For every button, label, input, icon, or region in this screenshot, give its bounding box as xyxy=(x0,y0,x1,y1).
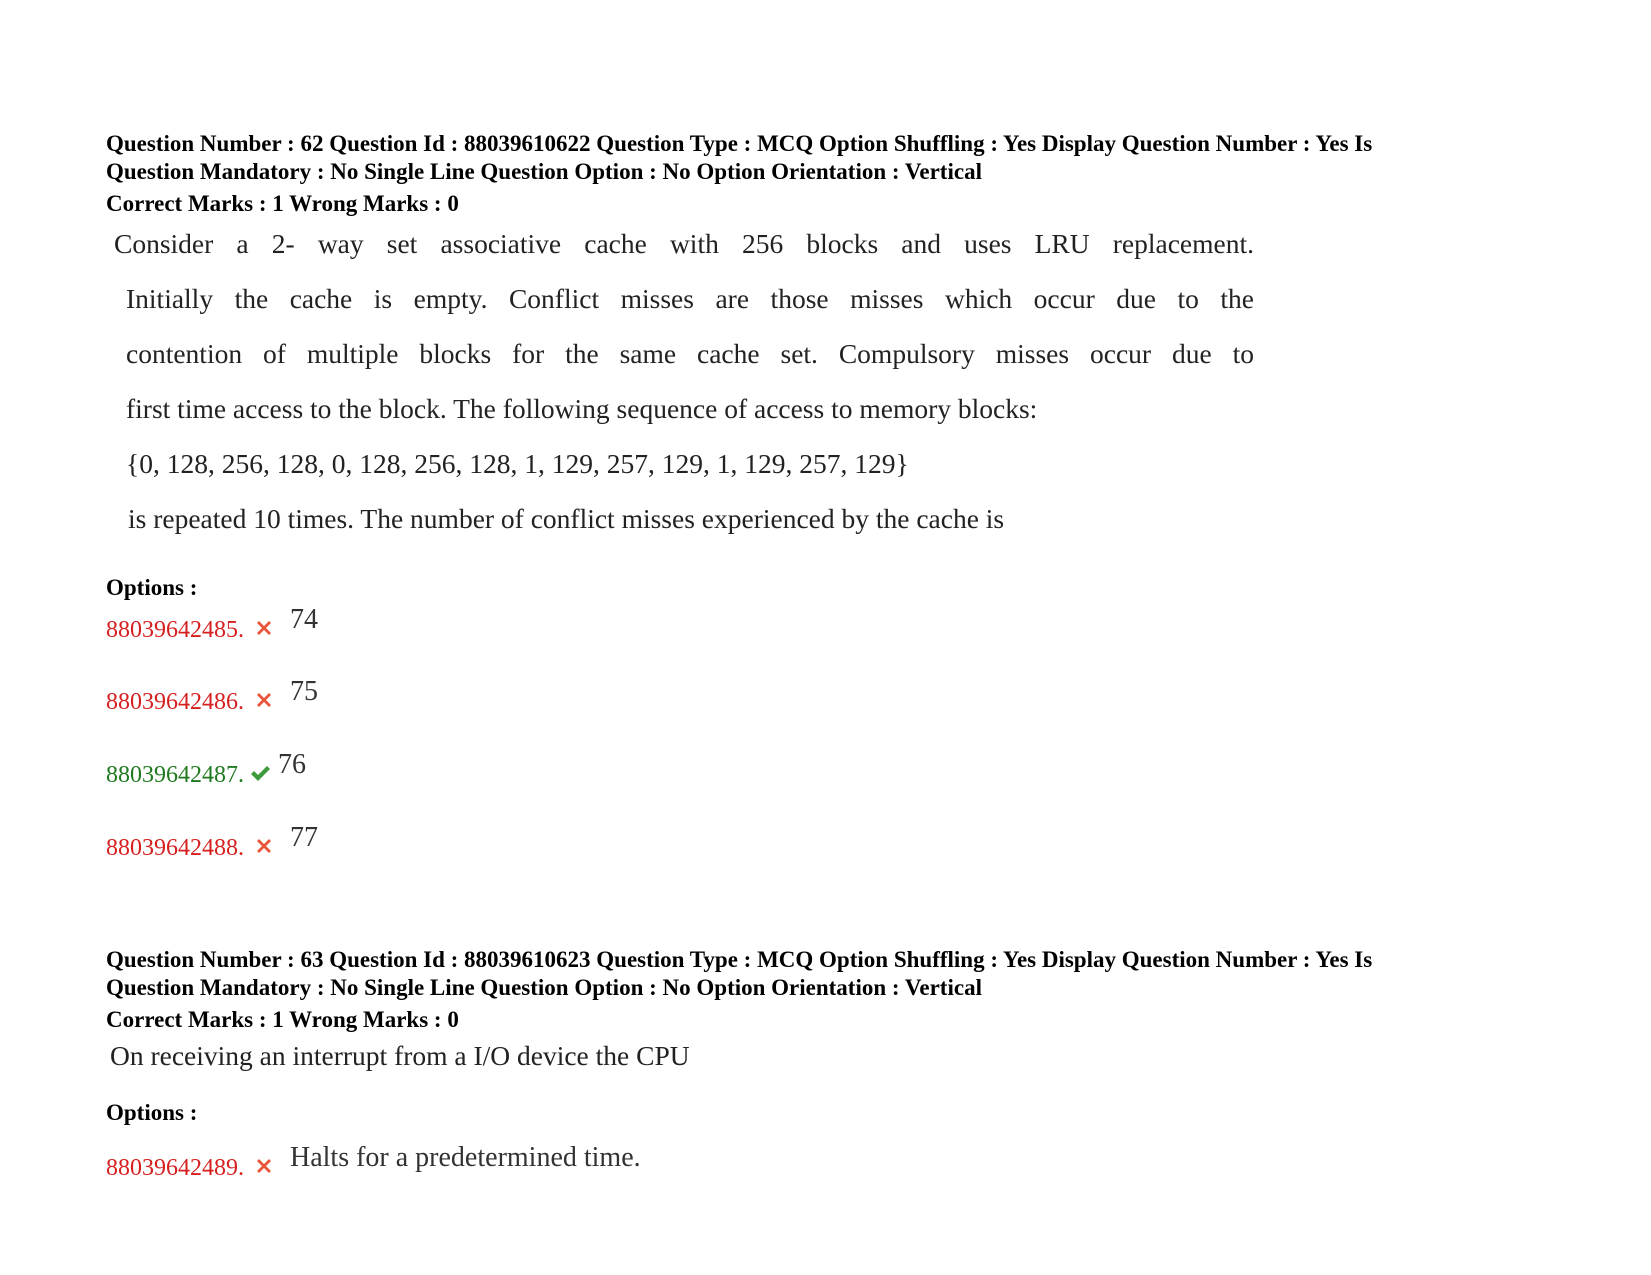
question-62-text xyxy=(114,226,1254,556)
cross-icon xyxy=(252,688,276,712)
option-88039642489 xyxy=(106,1142,641,1182)
question-63-marks: Correct Marks : 1 Wrong Marks : 0 xyxy=(106,1007,459,1032)
question-62-meta xyxy=(106,130,1556,186)
question-text-line: On receiving an interrupt from a I/O device the CPU xyxy=(110,1040,690,1071)
option-text: 74 xyxy=(290,604,318,635)
question-text-line: {0, 128, 256, 128, 0, 128, 256, 128, 1, 129, 257, 129, 1, 129, 257, 129} xyxy=(126,448,909,479)
cross-icon xyxy=(252,1154,276,1178)
option-88039642488 xyxy=(106,822,318,862)
cross-icon xyxy=(252,616,276,640)
question-63-text xyxy=(110,1038,1250,1093)
option-id: 88039642489. xyxy=(106,1155,244,1181)
question-meta-line-2: Question Mandatory : No Single Line Question Option : No Option Orientation : Vertical xyxy=(106,159,982,184)
option-id: 88039642485. xyxy=(106,617,244,643)
option-88039642485 xyxy=(106,604,318,644)
option-id: 88039642488. xyxy=(106,835,244,861)
question-text-line: Initially the cache is empty. Conflict misses are those misses which occur due to the xyxy=(126,283,1254,314)
check-icon xyxy=(248,761,272,785)
option-id: 88039642486. xyxy=(106,689,244,715)
option-88039642486 xyxy=(106,676,318,716)
option-text: 76 xyxy=(278,749,306,780)
question-text-line: first time access to the block. The following sequence of access to memory blocks: xyxy=(126,393,1038,424)
option-id: 88039642487. xyxy=(106,762,244,788)
option-text: 77 xyxy=(290,822,318,853)
question-62-options-label: Options : xyxy=(106,575,198,600)
question-63-meta xyxy=(106,946,1556,1002)
cross-icon xyxy=(252,834,276,858)
question-text-line: Consider a 2- way set associative cache with 256 blocks and uses LRU replacement. xyxy=(114,228,1254,259)
option-text: 75 xyxy=(290,676,318,707)
question-meta-line-2: Question Mandatory : No Single Line Question Option : No Option Orientation : Vertical xyxy=(106,975,982,1000)
option-88039642487 xyxy=(106,749,306,789)
question-meta-line-1: Question Number : 62 Question Id : 88039610622 Question Type : MCQ Option Shuffling : Yes Display Question Number : Yes Is xyxy=(106,131,1373,156)
option-text: Halts for a predetermined time. xyxy=(290,1142,641,1173)
question-meta-line-1: Question Number : 63 Question Id : 88039610623 Question Type : MCQ Option Shuffling : Yes Display Question Number : Yes Is xyxy=(106,947,1373,972)
question-text-line: contention of multiple blocks for the same cache set. Compulsory misses occur due to xyxy=(126,338,1254,369)
question-62-marks: Correct Marks : 1 Wrong Marks : 0 xyxy=(106,191,459,216)
question-63-options-label: Options : xyxy=(106,1100,198,1125)
question-text-line: is repeated 10 times. The number of conflict misses experienced by the cache is xyxy=(128,503,1005,534)
